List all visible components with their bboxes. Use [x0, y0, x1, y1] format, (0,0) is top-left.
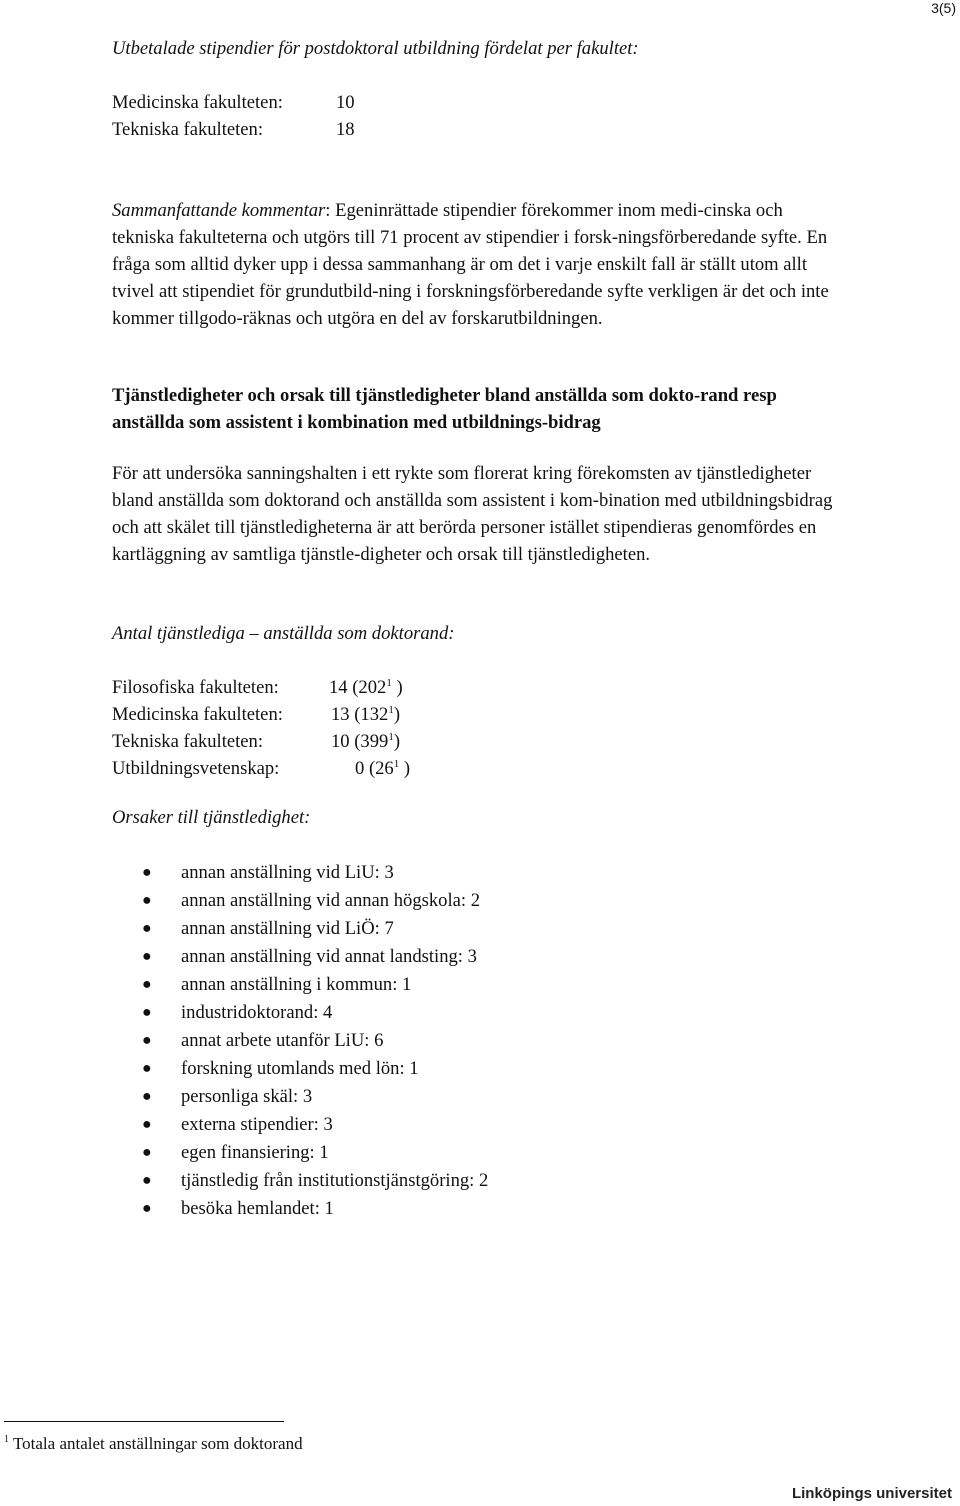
bullet-icon: ●: [142, 1060, 152, 1077]
list-item: ● tjänstledig från institutionstjänstgöring: 2: [112, 1167, 812, 1195]
faculty-label: Medicinska fakulteten:: [112, 704, 283, 725]
list-item: ● annat arbete utanför LiU: 6: [112, 1027, 812, 1055]
list-item: ● annan anställning vid annat landsting: 3: [112, 943, 812, 971]
faculty-label: Tekniska fakulteten:: [112, 731, 264, 752]
faculty-value: 18: [336, 119, 355, 140]
footnote-ref: 1: [388, 704, 394, 716]
bullet-icon: ●: [142, 1032, 152, 1049]
bullet-icon: ●: [142, 1004, 152, 1021]
footnote-ref: 1: [393, 758, 400, 770]
bullet-icon: ●: [142, 1088, 152, 1105]
leave-heading: Tjänstledigheter och orsak till tjänstledigheter bland anställda som dokto-rand resp anställda som assistent i kombination med utbildnings-bidrag: [112, 385, 777, 433]
stipend-heading: Utbetalade stipendier för postdoktoral utbildning fördelat per fakultet:: [112, 38, 639, 59]
bullet-icon: ●: [142, 920, 152, 937]
reasons-heading: Orsaker till tjänstledighet:: [112, 807, 311, 828]
leave-paragraph: För att undersöka sanningshalten i ett rykte som florerat kring förekomsten av tjänstledigheter bland anställda som doktorand och anställda som assistent i kom-bination med utbildningsbidrag och att skälet till tjänstledigheterna är att berörda personer istället stipendieras genomfördes en kartläggning av samtliga tjänstle-digheter och orsak till tjänstledigheten.: [112, 463, 833, 565]
list-item: ● besöka hemlandet: 1: [112, 1195, 812, 1223]
bullet-icon: ●: [142, 1200, 152, 1217]
faculty-value: 0 ($26^1$ ): [355, 758, 411, 779]
footnote: [4, 1434, 303, 1454]
bullet-icon: ●: [142, 976, 152, 993]
summary-label: Sammanfattande kommentar: [112, 200, 326, 221]
faculty-value: 10: [336, 92, 355, 113]
faculty-label: Medicinska fakulteten:: [112, 92, 283, 113]
page-number: 3(5): [931, 0, 956, 16]
list-item: ● egen finansiering: 1: [112, 1139, 812, 1167]
faculty-value: 14 ($202^1$ ): [329, 677, 403, 698]
faculty-value: 10 $(399^1)$: [331, 731, 401, 752]
bullet-icon: ●: [142, 864, 152, 881]
faculty-label: Utbildningsvetenskap:: [112, 758, 280, 779]
leave-count-heading: Antal tjänstlediga – anställda som doktorand:: [112, 623, 455, 644]
footnote-text: Totala antalet anställningar som doktorand: [12, 1434, 303, 1453]
list-item: ● annan anställning vid annan högskola: 2: [112, 887, 812, 915]
summary-text: : Egeninrättade stipendier förekommer inom medi-cinska och tekniska fakulteterna och utgörs till 71 procent av stipendier i forsk-ningsförberedande syfte. En fråga som alltid dyker upp i dessa sammanhang är om det i varje enskilt fall är ställt utom allt tvivel att stipendiet för grundutbild-ning i forskningsförberedande syfte verkligen är det och inte kommer tillgodo-räknas och utgöra en del av forskarutbildningen.: [112, 200, 829, 329]
footnote-ref: 1: [388, 731, 394, 743]
faculty-label: Tekniska fakulteten:: [112, 119, 264, 140]
bullet-icon: ●: [142, 892, 152, 909]
bullet-icon: ●: [142, 1172, 152, 1189]
faculty-label: Filosofiska fakulteten:: [112, 677, 279, 698]
footnote-ref: 1: [386, 677, 392, 689]
list-item: ● annan anställning vid LiU: 3: [112, 859, 812, 887]
list-item: ● forskning utomlands med lön: 1: [112, 1055, 812, 1083]
list-item: ● industridoktorand: 4: [112, 999, 812, 1027]
list-item: ● annan anställning vid LiÖ: 7: [112, 915, 812, 943]
list-item: ● personliga skäl: 3: [112, 1083, 812, 1111]
faculty-value: 13 $(132^1)$: [331, 704, 401, 725]
university-logo: Linköpings universitet: [791, 1485, 952, 1502]
list-item: ● annan anställning i kommun: 1: [112, 971, 812, 999]
bullet-icon: ●: [142, 1116, 152, 1133]
list-item: ● externa stipendier: 3: [112, 1111, 812, 1139]
footnote-divider: [4, 1421, 284, 1422]
footnote-mark: 1: [4, 1434, 9, 1445]
bullet-icon: ●: [142, 1144, 152, 1161]
bullet-icon: ●: [142, 948, 152, 965]
